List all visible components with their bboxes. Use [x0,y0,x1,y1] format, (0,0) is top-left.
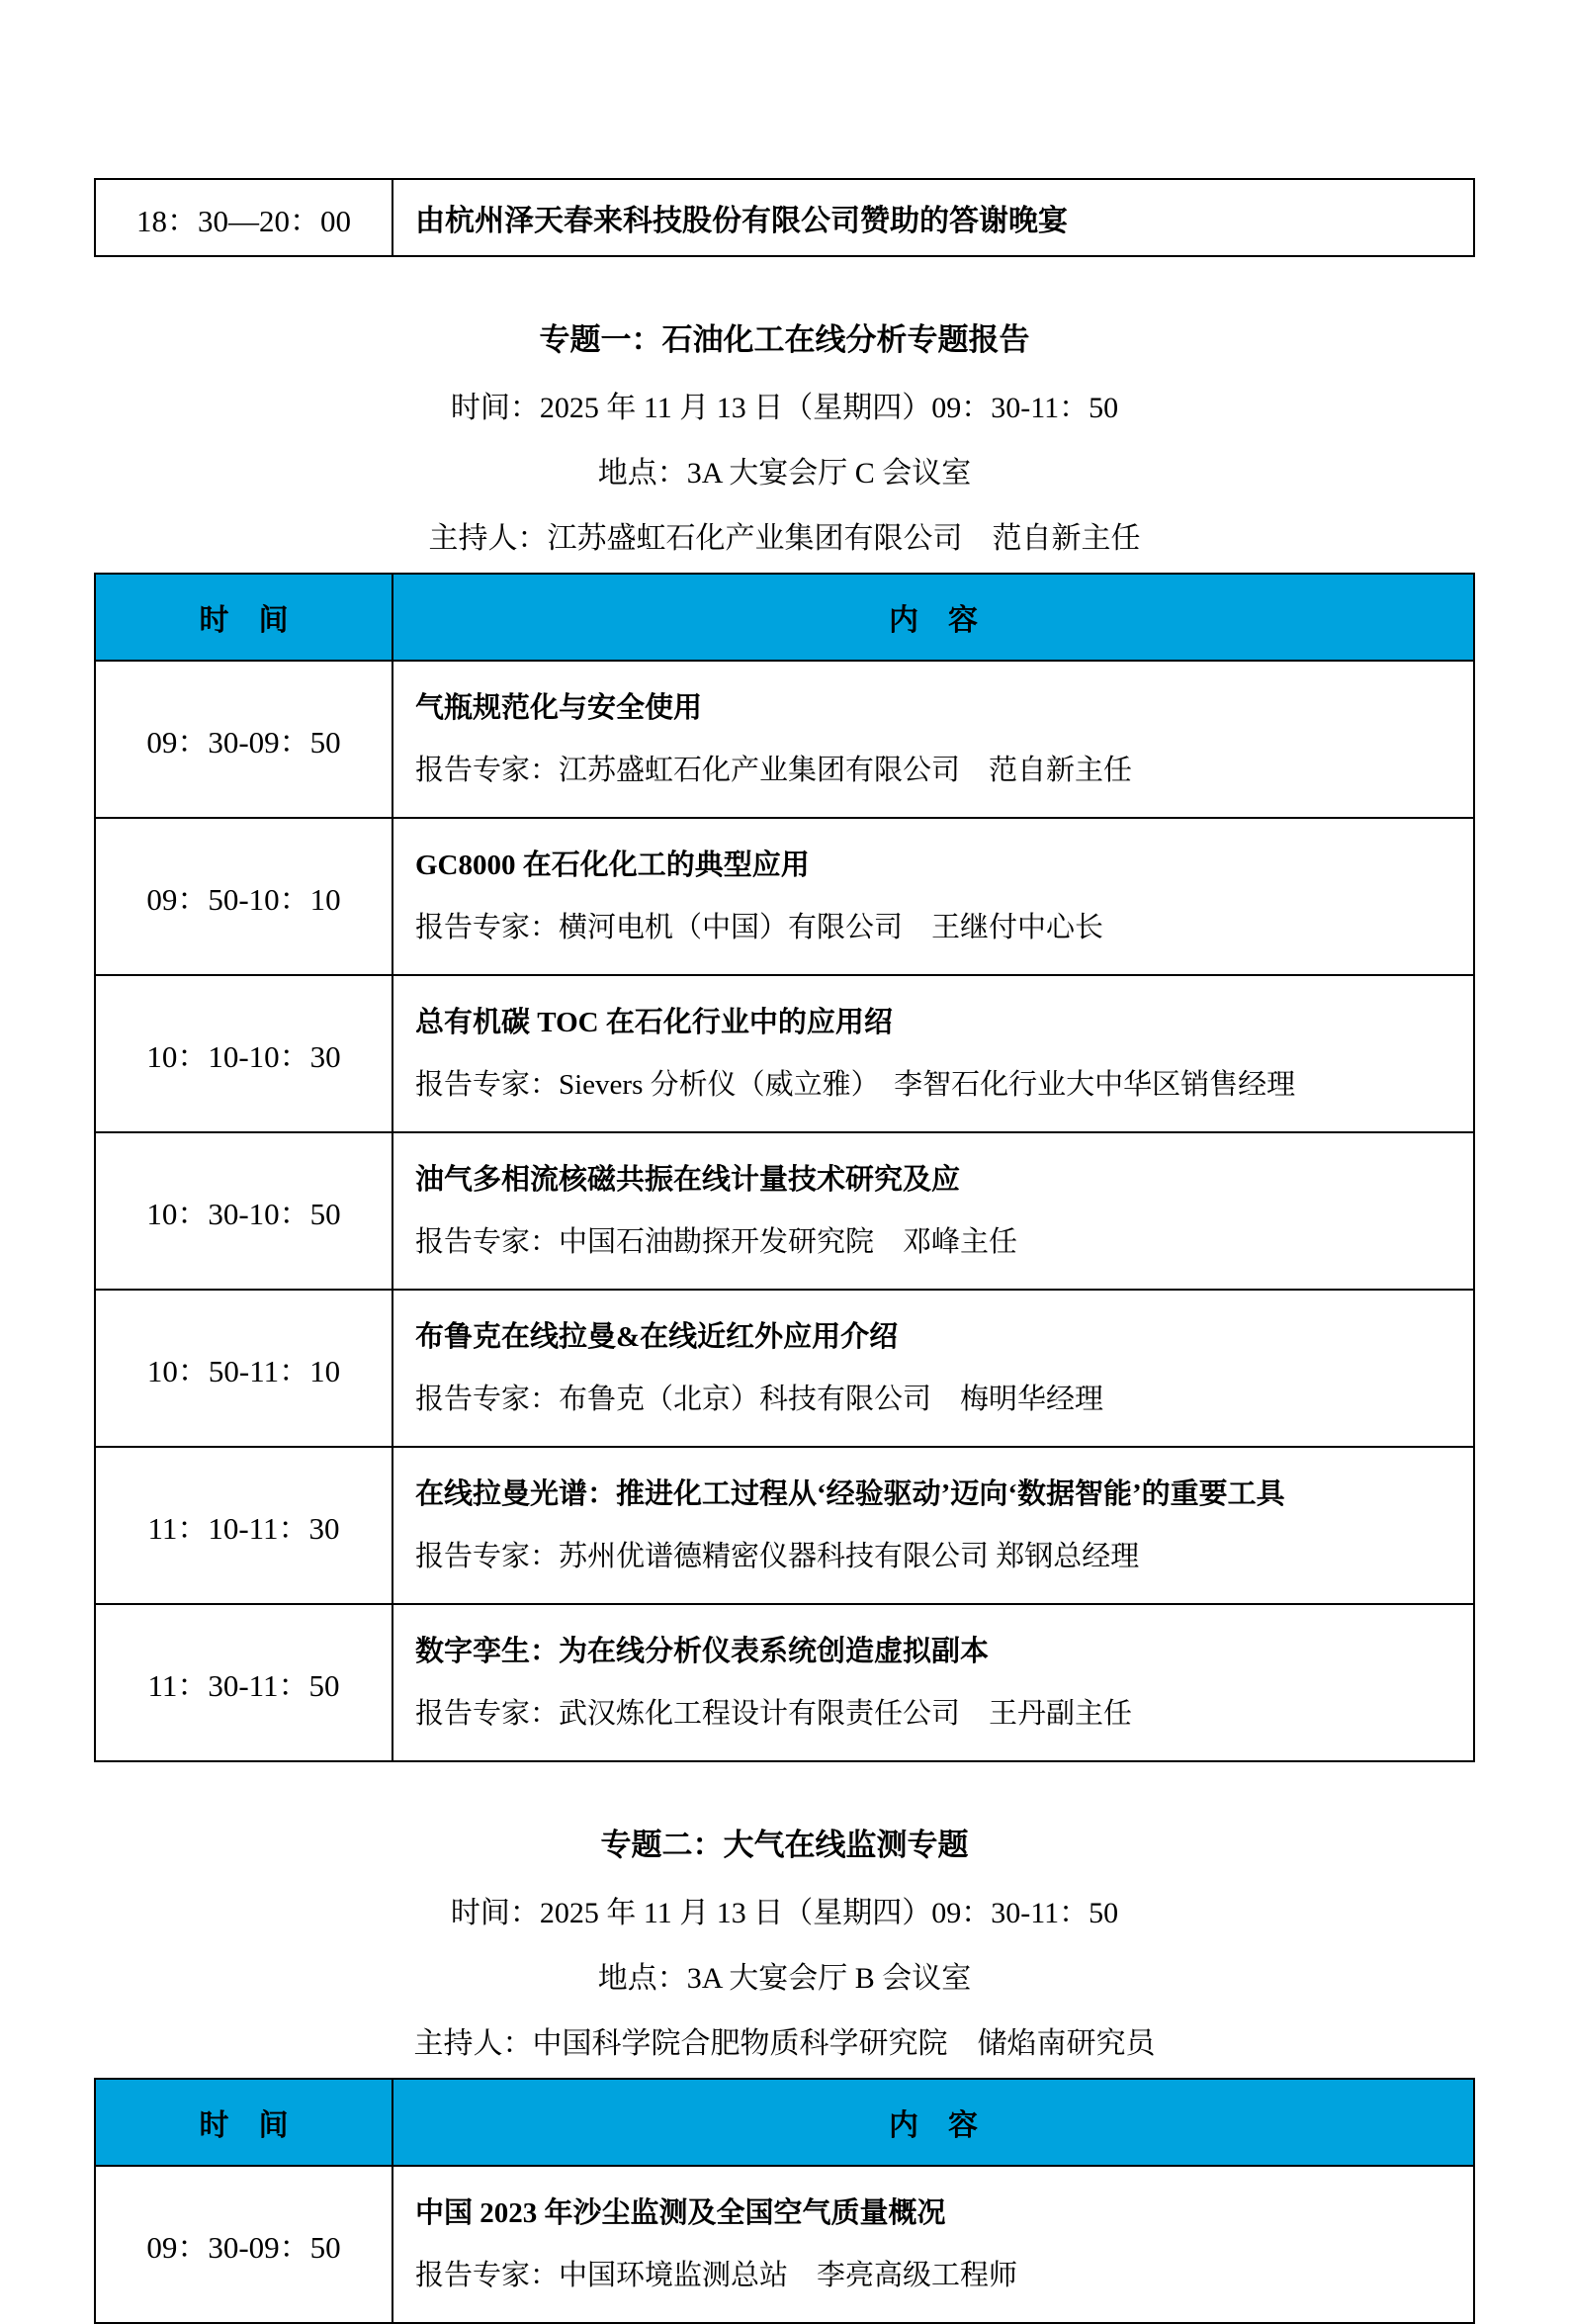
session2-agenda-table [94,2078,1475,2324]
session-host-line: 主持人：中国科学院合肥物质科学研究院 储焰南研究员 [413,2027,1156,2060]
row-content [392,818,1474,975]
table-header-time: 时 间 [95,574,392,661]
row-time: 09：50-10：10 [95,818,392,975]
session1-agenda-table [94,573,1475,1762]
talk-title: 油气多相流核磁共振在线计量技术研究及应 [415,1163,961,1196]
row-time: 10：50-11：10 [95,1290,392,1447]
table-row [95,975,1474,1132]
talk-speaker: 报告专家：中国环境监测总站 李亮高级工程师 [415,2259,1018,2291]
row-content [392,1604,1474,1761]
row-time: 11：10-11：30 [95,1447,392,1604]
table-row [95,1290,1474,1447]
row-content-stack [415,2177,1451,2312]
table-header-time: 时 间 [95,2079,392,2166]
row-content-stack [415,1143,1451,1279]
session-location-line: 地点：3A 大宴会厅 C 会议室 [597,457,972,490]
talk-speaker: 报告专家：布鲁克（北京）科技有限公司 梅明华经理 [415,1383,1104,1415]
row-content-stack [415,671,1451,807]
session-time-line: 时间：2025 年 11 月 13 日（星期四）09：30-11：50 [450,392,1119,424]
talk-title: 布鲁克在线拉曼&在线近红外应用介绍 [415,1320,899,1353]
talk-speaker: 报告专家：江苏盛虹石化产业集团有限公司 范自新主任 [415,754,1133,786]
table-row [95,818,1474,975]
talk-speaker: 报告专家：武汉炼化工程设计有限责任公司 王丹副主任 [415,1697,1133,1730]
session-host-line: 主持人：江苏盛虹石化产业集团有限公司 范自新主任 [428,522,1141,555]
session2-heading [94,1820,1475,2062]
row-content-stack [415,1300,1451,1436]
talk-title: 气瓶规范化与安全使用 [415,691,703,724]
banquet-table [94,178,1475,257]
banquet-time: 18：30—20：00 [95,179,392,256]
row-content-stack [415,1615,1451,1750]
session1-heading [94,314,1475,557]
talk-title: 总有机碳 TOC 在石化行业中的应用绍 [415,1006,893,1038]
talk-title: 在线拉曼光谱：推进化工过程从‘经验驱动’迈向‘数据智能’的重要工具 [415,1477,1285,1510]
table-row [95,1604,1474,1761]
talk-title: 中国 2023 年沙尘监测及全国空气质量概况 [415,2196,946,2229]
row-time: 09：30-09：50 [95,661,392,818]
table-row [95,1447,1474,1604]
row-content [392,661,1474,818]
row-time: 11：30-11：50 [95,1604,392,1761]
row-content-stack [415,829,1451,964]
table-header-content: 内 容 [392,574,1474,661]
talk-title: GC8000 在石化化工的典型应用 [415,849,810,881]
talk-speaker: 报告专家：苏州优谱德精密仪器科技有限公司 郑钢总经理 [415,1540,1140,1572]
talk-speaker: 报告专家：Sievers 分析仪（威立雅） 李智石化行业大中华区销售经理 [415,1068,1296,1101]
talk-speaker: 报告专家：中国石油勘探开发研究院 邓峰主任 [415,1225,1018,1258]
table-header-row [95,574,1474,661]
row-content-stack [415,986,1451,1121]
banquet-description: 由杭州泽天春来科技股份有限公司赞助的答谢晚宴 [392,179,1474,256]
session-title: 专题二：大气在线监测专题 [600,1828,969,1862]
table-row [95,179,1474,256]
row-time: 10：10-10：30 [95,975,392,1132]
table-row [95,1132,1474,1290]
row-content [392,975,1474,1132]
session-location-line: 地点：3A 大宴会厅 B 会议室 [597,1962,972,1995]
row-time: 10：30-10：50 [95,1132,392,1290]
session-time-line: 时间：2025 年 11 月 13 日（星期四）09：30-11：50 [450,1897,1119,1929]
talk-speaker: 报告专家：横河电机（中国）有限公司 王继付中心长 [415,911,1104,943]
row-content [392,1447,1474,1604]
row-content-stack [415,1458,1451,1593]
talk-title: 数字孪生：为在线分析仪表系统创造虚拟副本 [415,1635,990,1667]
row-time: 09：30-09：50 [95,2166,392,2323]
table-header-row [95,2079,1474,2166]
row-content [392,2166,1474,2323]
table-row [95,2166,1474,2323]
table-row [95,661,1474,818]
row-content [392,1290,1474,1447]
session-title: 专题一：石油化工在线分析专题报告 [539,322,1030,357]
row-content [392,1132,1474,1290]
table-header-content: 内 容 [392,2079,1474,2166]
